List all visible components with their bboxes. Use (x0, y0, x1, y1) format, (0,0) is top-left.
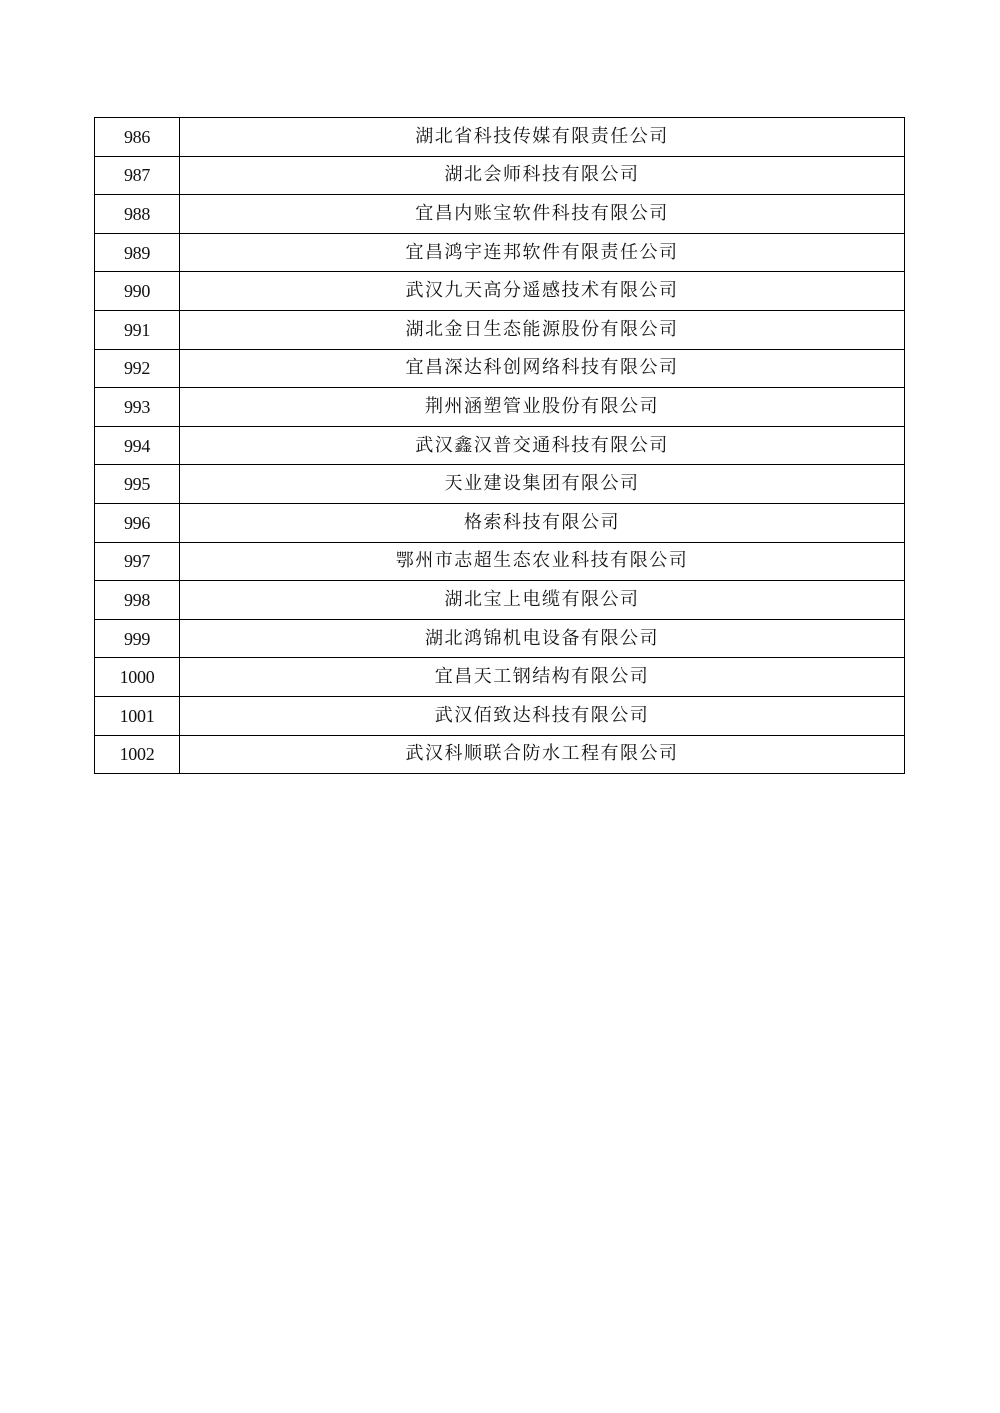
table-row (95, 542, 905, 581)
table-row (95, 272, 905, 311)
table-row (95, 118, 905, 157)
company-name-cell: 宜昌天工钢结构有限公司 (180, 658, 905, 697)
row-number-cell: 991 (95, 310, 180, 349)
row-number-cell: 989 (95, 233, 180, 272)
table-row (95, 465, 905, 504)
table-row (95, 233, 905, 272)
row-number-cell: 996 (95, 503, 180, 542)
company-name-cell: 武汉科顺联合防水工程有限公司 (180, 735, 905, 774)
company-name-cell: 湖北金日生态能源股份有限公司 (180, 310, 905, 349)
row-number-cell: 998 (95, 581, 180, 620)
table-row (95, 156, 905, 195)
company-list-table (94, 117, 905, 774)
row-number-cell: 988 (95, 195, 180, 234)
row-number-cell: 987 (95, 156, 180, 195)
company-name-cell: 武汉佰致达科技有限公司 (180, 696, 905, 735)
row-number-cell: 1001 (95, 696, 180, 735)
table-row (95, 735, 905, 774)
company-name-cell: 鄂州市志超生态农业科技有限公司 (180, 542, 905, 581)
table-row (95, 696, 905, 735)
row-number-cell: 997 (95, 542, 180, 581)
table-row (95, 426, 905, 465)
company-name-cell: 武汉鑫汉普交通科技有限公司 (180, 426, 905, 465)
table-row (95, 619, 905, 658)
company-name-cell: 湖北省科技传媒有限责任公司 (180, 118, 905, 157)
table-row (95, 581, 905, 620)
company-name-cell: 荆州涵塑管业股份有限公司 (180, 388, 905, 427)
table-row (95, 503, 905, 542)
company-name-cell: 湖北宝上电缆有限公司 (180, 581, 905, 620)
company-name-cell: 宜昌内账宝软件科技有限公司 (180, 195, 905, 234)
row-number-cell: 990 (95, 272, 180, 311)
row-number-cell: 994 (95, 426, 180, 465)
company-name-cell: 武汉九天高分遥感技术有限公司 (180, 272, 905, 311)
row-number-cell: 992 (95, 349, 180, 388)
company-name-cell: 格索科技有限公司 (180, 503, 905, 542)
company-name-cell: 湖北会师科技有限公司 (180, 156, 905, 195)
table-row (95, 658, 905, 697)
company-name-cell: 宜昌深达科创网络科技有限公司 (180, 349, 905, 388)
row-number-cell: 995 (95, 465, 180, 504)
table-row (95, 310, 905, 349)
row-number-cell: 986 (95, 118, 180, 157)
row-number-cell: 1000 (95, 658, 180, 697)
table-row (95, 195, 905, 234)
company-name-cell: 宜昌鸿宇连邦软件有限责任公司 (180, 233, 905, 272)
row-number-cell: 1002 (95, 735, 180, 774)
company-name-cell: 湖北鸿锦机电设备有限公司 (180, 619, 905, 658)
table-row (95, 349, 905, 388)
row-number-cell: 999 (95, 619, 180, 658)
company-list-body (95, 118, 905, 774)
row-number-cell: 993 (95, 388, 180, 427)
table-row (95, 388, 905, 427)
company-name-cell: 天业建设集团有限公司 (180, 465, 905, 504)
